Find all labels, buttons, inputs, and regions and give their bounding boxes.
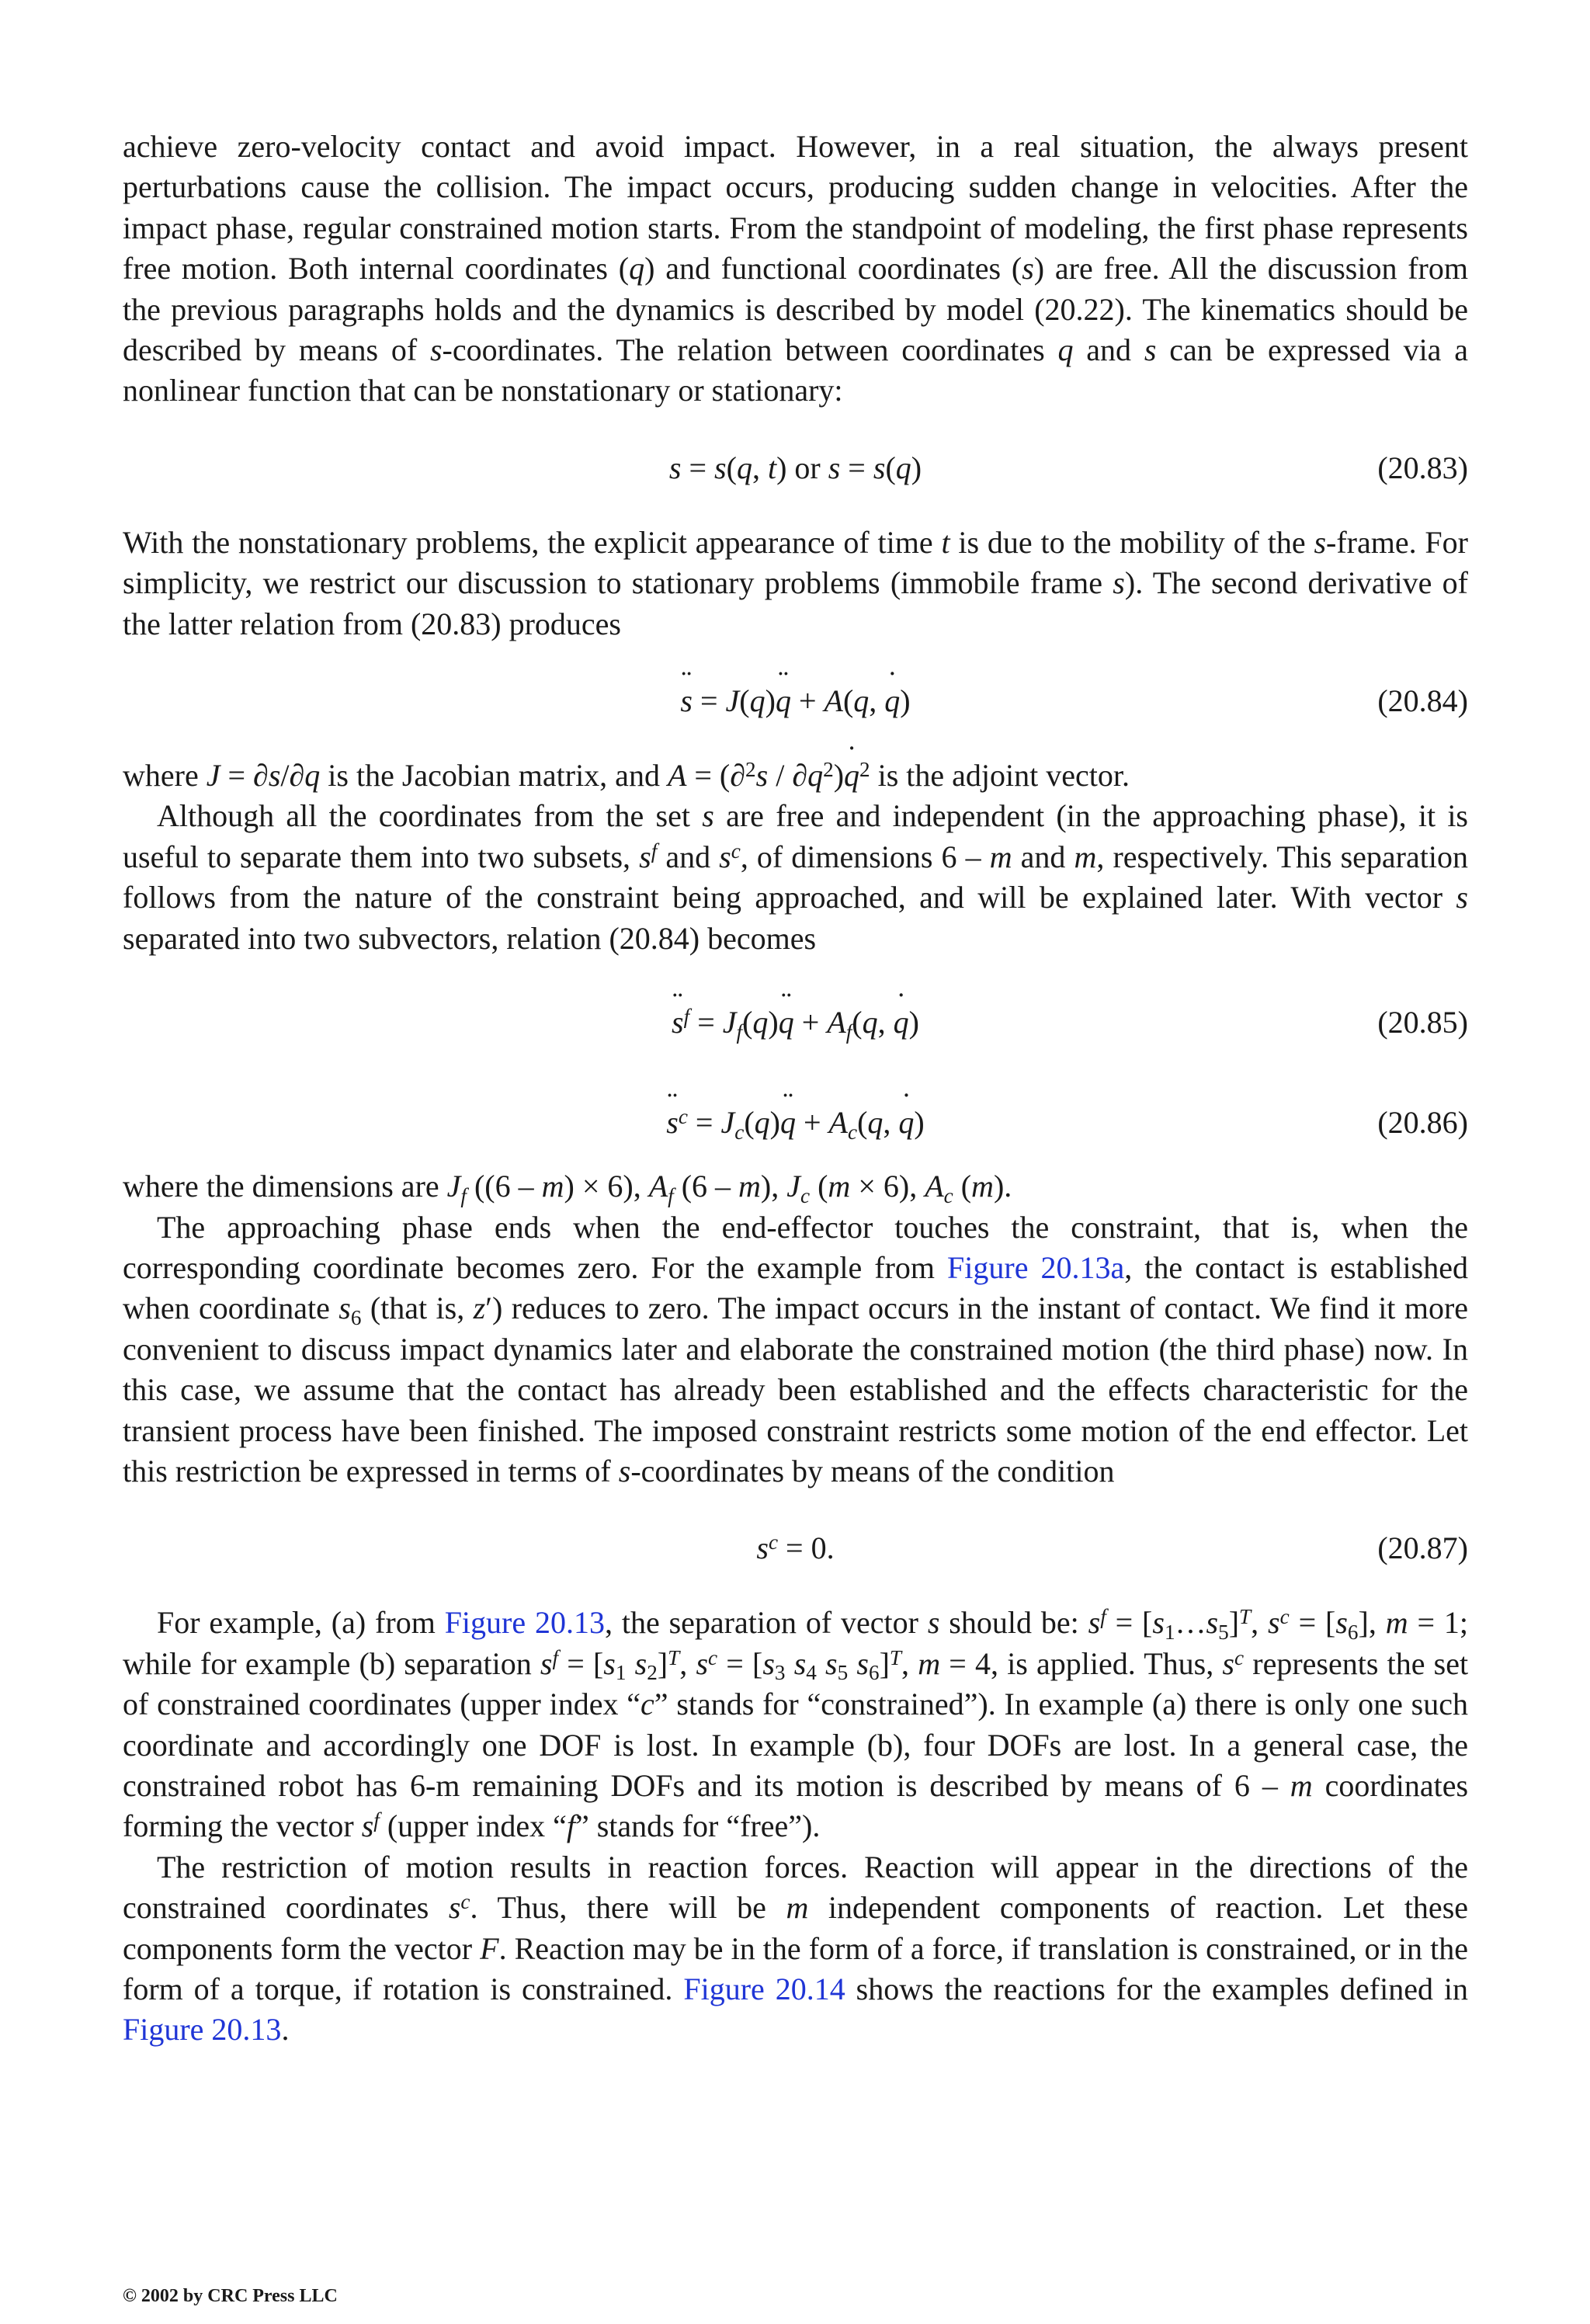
paragraph-2: With the nonstationary problems, the explicit appearance of time t is due to the mobility of the s-frame. For simplicity, we restrict our discussion to stationary problems (immobile frame s). The second derivative of the latter relation from (20.83) produces: [123, 524, 1469, 641]
equation-number: (20.87): [1377, 1530, 1468, 1566]
equation-20-86: ¨ $s^c$ = $J_c(q)¨$ $q + A_c(q$, ˙ q) (20.86): [123, 1103, 1468, 1143]
equation-20-85: ¨ $s^f$ = $J_f(q)¨$ $q + A_f(q$, ˙ q) (20.85): [123, 1002, 1468, 1043]
paragraph-1: achieve zero-velocity contact and avoid impact. However, in a real situation, the always present perturbations cause the collision. The impact occurs, producing sudden change in velocities. After the impact phase, regular constrained motion starts. From the standpoint of modeling, the first phase represents free motion. Both internal coordinates (q) and functional coordinates (s) are free. All the discussion from the previous paragraphs holds and the dynamics is described by model (20.22). The kinematics should be described by means of s-coordinates. The relation between coordinates q and s can be expressed via a nonlinear function that can be nonstationary or stationary:: [123, 129, 1468, 408]
equation-number: (20.85): [1377, 1005, 1468, 1040]
paragraph-4: Although all the coordinates from the set s are free and independent (in the approaching phase), it is useful to separate them into two subsets, $s^f$ and $s^c$, of dimensions 6 – m and m, respectively. This separation follows from the nature of the constraint being approached, and will be explained later. With vector s separated into two subvectors, relation (20.84) becomes: [123, 798, 1468, 956]
figure-20-14-link[interactable]: Figure 20.14: [683, 1971, 845, 2006]
paragraph-5: where the dimensions are $J_f$ ((6 – m) × 6), $A_f$ (6 – m), $J_c$ (m × 6), $A_c$ (m).: [123, 1169, 1012, 1207]
equation-number: (20.84): [1377, 683, 1468, 719]
text-column: [123, 127, 1468, 2051]
figure-20-13a-link[interactable]: Figure 20.13a: [947, 1249, 1125, 1285]
paragraph-3: where J = ∂s/∂q is the Jacobian matrix, and $A = (\partial^2s / \partial q^2)˙$ $q^2$ is the adjoint vector.: [123, 756, 1468, 796]
paragraph-6: The approaching phase ends when the end-effector touches the constraint, that is, when the corresponding coordinate becomes zero. For the example from Figure 20.13a, the contact is established when coordinate $s_6$ (that is, z′) reduces to zero. The impact occurs in the instant of contact. We find it more convenient to discuss impact dynamics later and elaborate the constrained motion (the third phase) now. In this case, we assume that the contact has already been established and the effects characteristic for the transient process have been finished. The imposed constraint restricts some motion of the end effector. Let this restriction be expressed in terms of s-coordinates by means of the condition: [123, 1209, 1469, 1489]
equation-20-84: ¨ s = J(q)¨ q + A(q, ˙ q) (20.84): [123, 681, 1468, 721]
equation-20-87: $s^c = 0$. (20.87): [123, 1528, 1468, 1568]
paragraph-7: For example, (a) from Figure 20.13, the separation of vector s should be: $s^f$ = $[s_1\dots s_5]^T$, $s^c = [s_6]$, m = 1; while for example (b) separation $s^f = [s_1$ $s_2]^T$, $s^c = [s_3$ $s_4$ $s_5$ $s_6]^T$, m = 4, is applied. Thus, $s^c$ represents the set of constrained coordinates (upper index “c” stands for “constrained”). In example (a) there is only one such coordinate and accordingly one DOF is lost. In example (b), four DOFs are lost. In a general case, the constrained robot has 6-m remaining DOFs and its motion is described by means of 6 – m coordinates forming the vector $s^f$ (upper index “f” stands for “free”).: [123, 1605, 1469, 1844]
equation-20-83: s = s(q, t) or s = s(q) (20.83): [123, 448, 1468, 488]
figure-20-13-link[interactable]: Figure 20.13: [444, 1605, 605, 1641]
equation-number: (20.83): [1377, 450, 1468, 485]
equation-number: (20.86): [1377, 1105, 1468, 1141]
copyright-footer: © 2002 by CRC Press LLC: [123, 2286, 338, 2306]
figure-20-13-link[interactable]: Figure 20.13: [123, 2012, 282, 2048]
paragraph-8: The restriction of motion results in reaction forces. Reaction will appear in the directions of the constrained coordinates $s^c$. Thus, there will be m independent components of reaction. Let these components form the vector F. Reaction may be in the form of a force, if translation is constrained, or in the form of a torque, if rotation is constrained. Figure 20.14 shows the reactions for the examples defined in Figure 20.13.: [123, 1849, 1469, 2048]
